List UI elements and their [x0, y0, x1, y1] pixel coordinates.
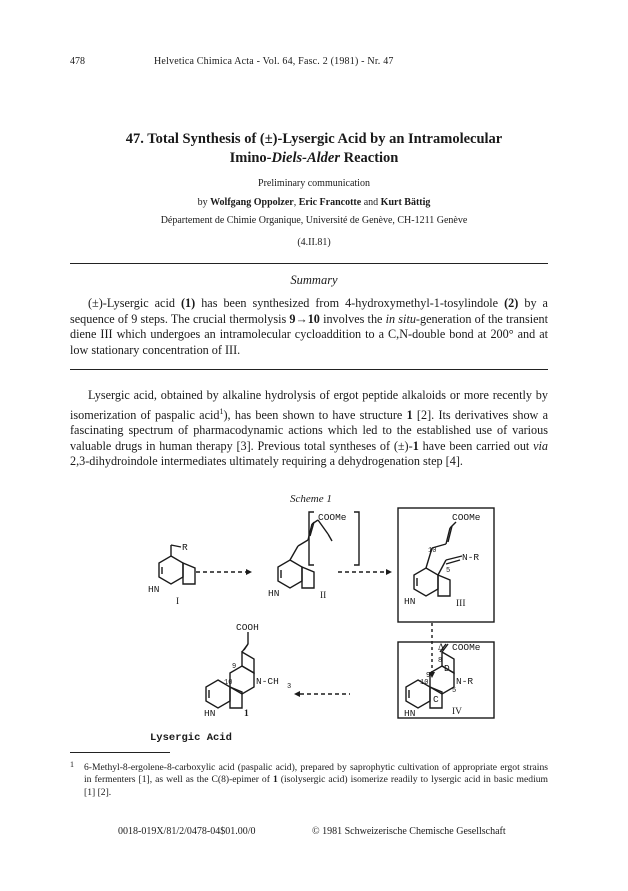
label-hn-ii: HN: [268, 588, 280, 599]
compound-iii-structure: [414, 522, 462, 596]
label-5-iv: 5: [452, 687, 457, 695]
label-i: I: [176, 597, 180, 607]
received-date: (4.II.81): [297, 237, 331, 248]
compound-i-structure: [159, 545, 195, 584]
compound-ii-structure: [278, 520, 332, 588]
label-iv: IV: [452, 707, 463, 717]
label-hn-iii: HN: [404, 596, 416, 607]
label-9-lysergic: 9: [232, 663, 237, 671]
bracket-right: [354, 512, 359, 565]
label-hn-iv: HN: [404, 708, 416, 719]
label-9-iv: 9: [426, 672, 431, 680]
article-title: [0, 130, 628, 168]
summary-text: (±)-Lysergic acid (1) has been synthesized from 4-hydroxymethyl-1-tosylindole (2) by a sequence of 9 steps. The crucial thermolysis 9→10 involves the in situ-generation of the transient diene III which undergoes an intramolecular cycloaddition to a C,N-double bond at 200° and at low stationary concentration of III.: [70, 296, 548, 357]
summary-heading: Summary: [290, 273, 338, 287]
bracket-left: [309, 512, 314, 565]
summary-rule-bottom: [70, 369, 548, 370]
footnote-mark: 1: [70, 760, 74, 769]
label-5-iii: 5: [446, 567, 451, 575]
footer-code: 0018-019X/81/2/0478-04$01.00/0: [118, 826, 256, 837]
title-line-1: 47. Total Synthesis of (±)-Lysergic Acid by an Intramolecular: [125, 131, 503, 147]
title-line-2: Imino-Diels-Alder Reaction: [229, 150, 399, 166]
footnote-1: 1 6-Methyl-8-ergolene-8-carboxylic acid (paspalic acid), prepared by saprophytic cultivation of appropriate ergot strains in fermenters [1], as well as the C(8)-epimer of 1 (isolysergic acid) isomerize readily to lysergic acid in basic medium [1] [2].: [70, 760, 548, 798]
page-number: 478: [70, 56, 85, 67]
label-coome-iv: COOMe: [452, 642, 481, 653]
label-nch3: N-CH: [256, 676, 279, 687]
intro-paragraph: Lysergic acid, obtained by alkaline hydrolysis of ergot peptide alkaloids or more recently by isomerization of paspalic acid$^1$), has been shown to have structure 1 [2]. Its derivatives show a fascinating spectrum of pharmacodynamic actions which led to the established use of various valuable drugs in human therapy [3]. Previous total syntheses of (±)-1 have been carried out via 2,3-dihydroindole intermediates ultimately requiring a dehydrogenation step [4].: [70, 388, 548, 469]
label-coome-ii: COOMe: [318, 512, 347, 523]
label-hn-i: HN: [148, 584, 160, 595]
label-coome-iii: COOMe: [452, 512, 481, 523]
label-10-iii: 10: [428, 547, 437, 555]
label-10-iv: 10: [420, 679, 429, 687]
article-type: Preliminary communication: [258, 178, 370, 189]
scheme-caption: Scheme 1: [290, 493, 332, 505]
label-nr-iii: N-R: [462, 552, 480, 563]
affiliation: Département de Chimie Organique, Université de Genève, CH-1211 Genève: [160, 215, 468, 226]
label-iii: III: [456, 599, 466, 609]
label-r: R: [182, 542, 188, 553]
label-lysergic-acid: Lysergic Acid: [150, 732, 232, 744]
label-hn-lysergic: HN: [204, 708, 216, 719]
label-ii: II: [320, 591, 327, 601]
label-delta: Δ: [438, 643, 445, 653]
label-compound-1: 1: [244, 709, 249, 719]
label-ring-d: D: [444, 663, 450, 674]
summary-rule-top: [70, 263, 548, 264]
label-8-iv: 8: [438, 657, 443, 665]
label-ring-c: C: [433, 694, 439, 705]
label-nr-iv: N-R: [456, 676, 474, 687]
label-cooh: COOH: [236, 622, 259, 633]
footnote-rule: [70, 752, 170, 753]
lysergic-acid-structure: [206, 632, 254, 708]
label-10-lysergic: 10: [224, 679, 233, 687]
footer-copyright: © 1981 Schweizerische Chemische Gesellschaft: [312, 826, 506, 837]
authors: by Wolfgang Oppolzer, Eric Francotte and Kurt Bättig: [197, 197, 431, 208]
label-ch3-subscript: 3: [287, 683, 292, 691]
scheme-1-diagram: [0, 500, 628, 745]
compound-iv-box: [398, 642, 494, 718]
running-head: Helvetica Chimica Acta - Vol. 64, Fasc. 2 (1981) - Nr. 47: [154, 56, 394, 67]
